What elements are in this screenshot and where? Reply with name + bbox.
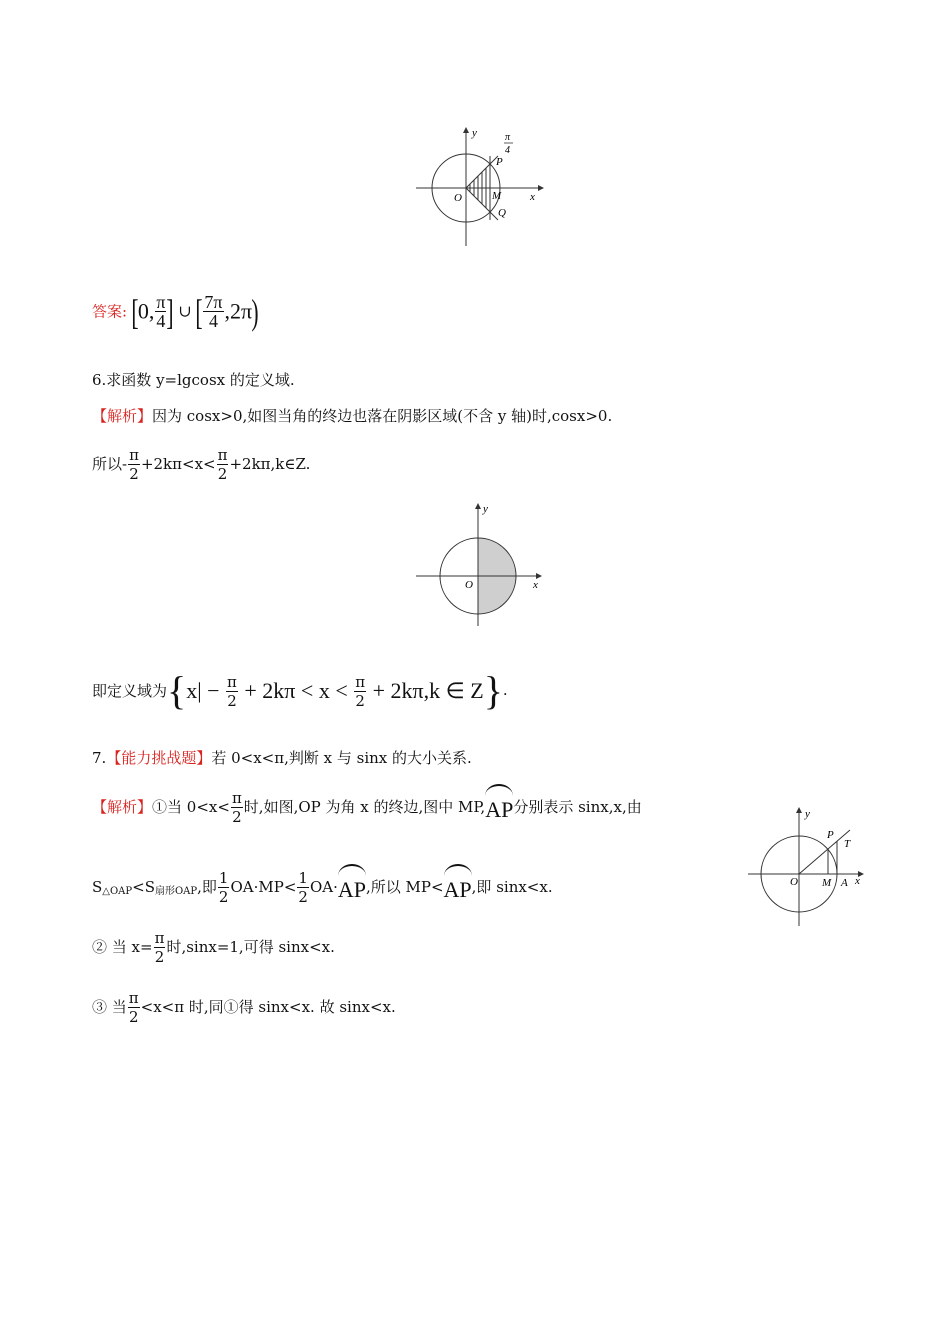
y-label: y	[483, 503, 488, 515]
unit-circle-figure-3	[744, 804, 870, 928]
q7-case2: ② 当 x= $\frac{\pi}{2}$ 时,sinx=1,可得 sinx<x.	[92, 928, 335, 966]
point-t-label: T	[844, 838, 851, 850]
point-p-label: P	[496, 156, 503, 168]
point-q-label: Q	[498, 207, 506, 219]
q6-title: 6.求函数 y=lgcosx 的定义域.	[92, 371, 295, 389]
q7-title: 7.【能力挑战题】若 0<x<π,判断 x 与 sinx 的大小关系.	[92, 749, 472, 767]
origin-label: O	[790, 876, 798, 888]
origin-label: O	[454, 192, 462, 204]
unit-circle-figure-2	[412, 500, 548, 630]
answer-line: 答案: [0, $\frac{\pi}{4}$ ] ∪ [ $\frac{7\pi}{4}$ ,2π)	[92, 291, 259, 332]
answer-label: 答案:	[92, 302, 128, 321]
x-label: x	[530, 191, 535, 203]
point-m-label: M	[822, 877, 832, 889]
point-m-label: M	[492, 190, 502, 202]
x-label: x	[533, 579, 538, 591]
point-a-label: A	[841, 877, 848, 889]
q6-analysis: 【解析】因为 cosx>0,如图当角的终边也落在阴影区域(不含 y 轴)时,cosx>0.	[92, 407, 613, 425]
q6-range: 所以- $\frac{\pi}{2}$ +2kπ<x< $\frac{\pi}{2}$ +2kπ,k∈Z.	[92, 445, 311, 483]
y-label: y	[805, 808, 810, 820]
y-label: y	[472, 127, 477, 139]
angle-four-label: 4	[505, 145, 510, 156]
q6-domain: 即定义域为{x| − $\frac{\pi}{2}$ + 2kπ < x < $\frac{\pi}{2}$ + 2kπ,k ∈ Z}.	[92, 668, 508, 713]
q7-area-inequality: $S_{\triangle OAP}<S_{扇形OAP}$,即 $\frac{1}{2}$ OA·MP< $\frac{1}{2}$ OA·AP,所以 MP<AP,即 sinx<x.	[92, 864, 553, 912]
point-p-label: P	[827, 829, 834, 841]
angle-pi-label: π	[505, 132, 511, 143]
q7-case3: ③ 当 $\frac{\pi}{2}$ <x<π 时,同①得 sinx<x. 故 sinx<x.	[92, 988, 396, 1026]
q7-case1: 【解析】①当 0<x< $\frac{\pi}{2}$ 时,如图,OP 为角 x 的终边,图中 MP,AP分别表示 sinx,x,由	[92, 784, 642, 830]
x-label: x	[855, 875, 860, 887]
origin-label: O	[465, 579, 473, 591]
unit-circle-figure-1	[412, 126, 552, 250]
